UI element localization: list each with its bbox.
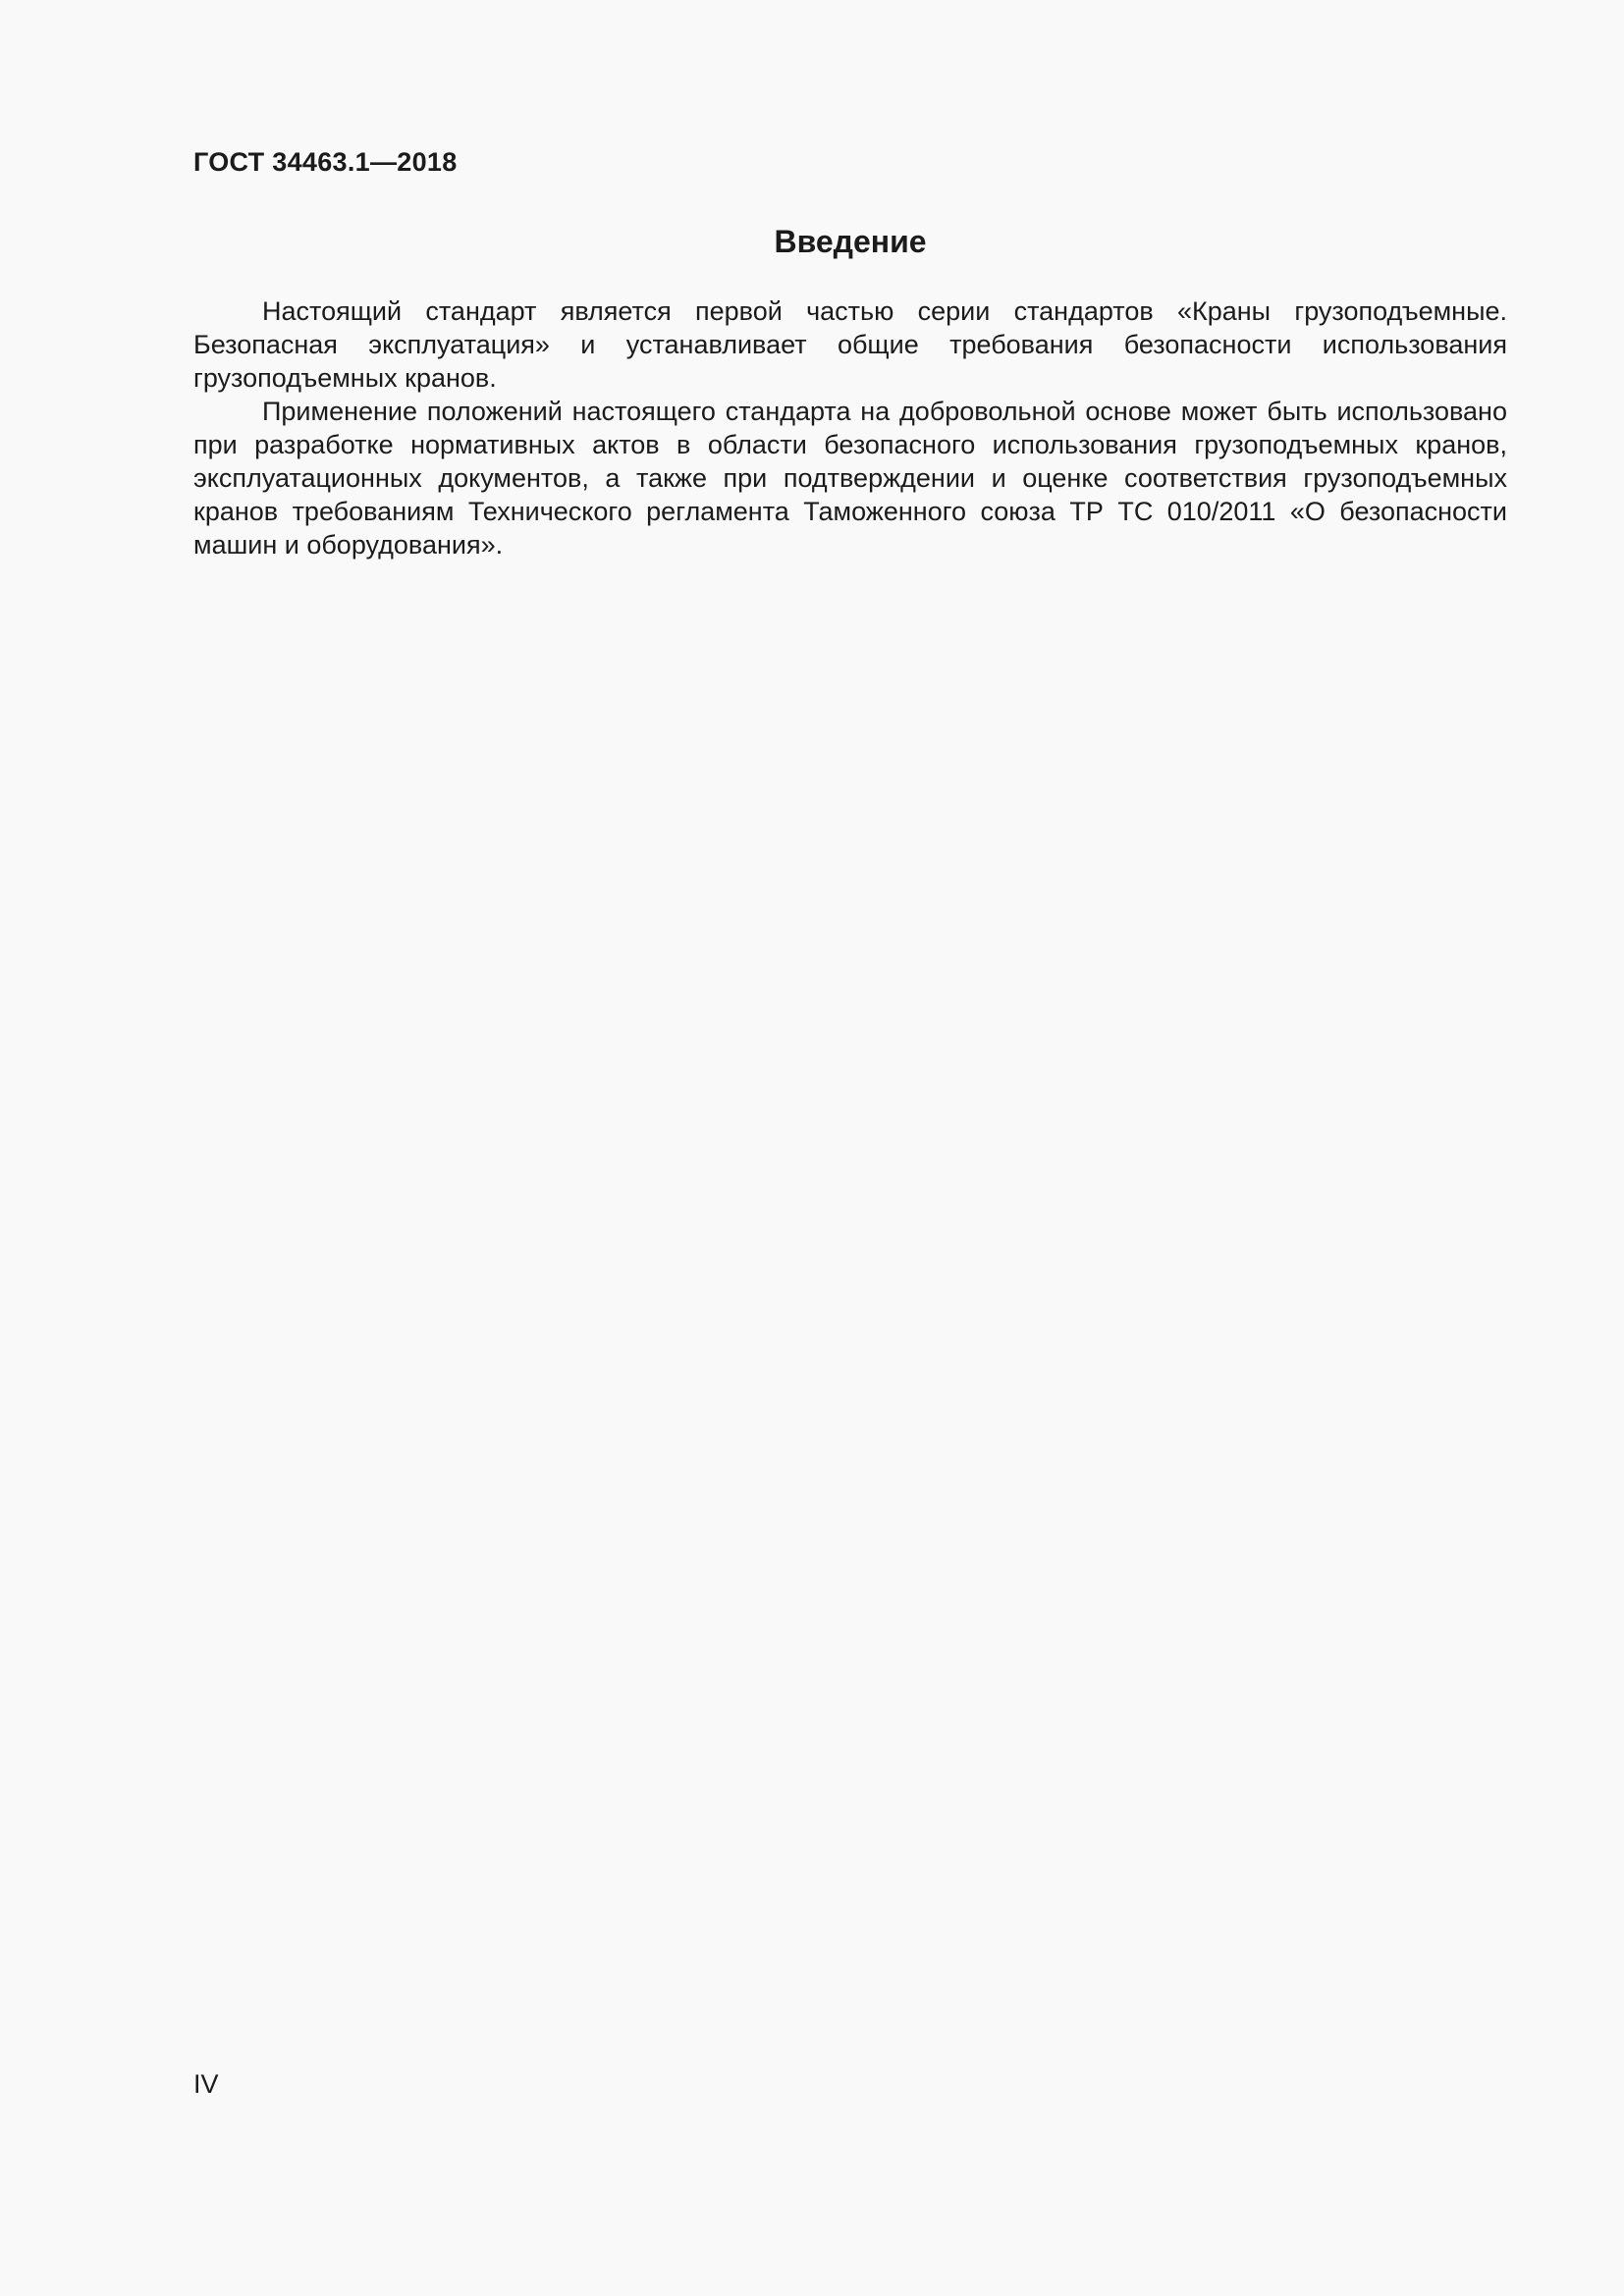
section-body (193, 294, 1507, 561)
paragraph-2: Применение положений настоящего стандарта на добровольной основе может быть использовано при разработке нормативных актов в области безопасного использования грузоподъемных кранов, эксплуатационных документов, а также при подтверждении и оценке соответствия грузоподъемных кранов требованиям Технического регламента Таможенного союза ТР ТС 010/2011 «О безопасности машин и оборудования». (193, 397, 1507, 560)
section-title: Введение (774, 224, 927, 259)
standard-code: ГОСТ 34463.1—2018 (193, 147, 458, 177)
paragraph-1: Настоящий стандарт является первой частью серии стандартов «Краны грузоподъемные. Безопасная эксплуатация» и устанавливает общие требования безопасности использования грузоподъемных кранов. (193, 296, 1507, 393)
page-number: IV (193, 2069, 219, 2099)
